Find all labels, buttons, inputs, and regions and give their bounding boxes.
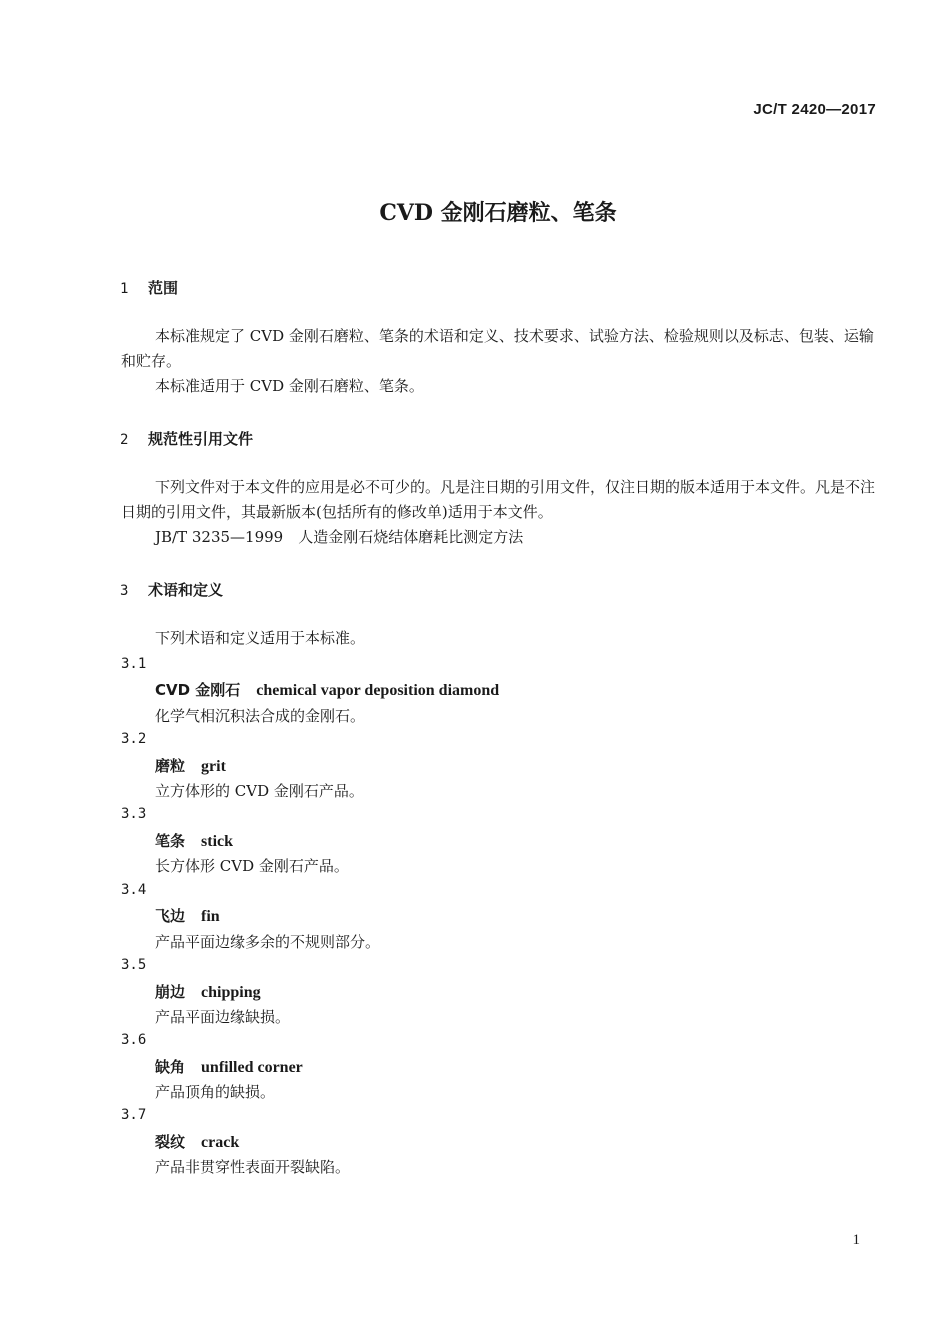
term-entry (155, 755, 226, 776)
clause-number: 3.7 (121, 1107, 147, 1123)
term-definition: 立方体形的 CVD 金刚石产品。 (155, 782, 364, 800)
clause-number: 3.3 (121, 806, 147, 822)
term-cn: 崩边 (155, 983, 186, 1001)
term-entry (155, 905, 220, 926)
clause-number: 3.5 (121, 957, 147, 973)
term-entry (155, 981, 261, 1002)
term-cn: 缺角 (155, 1058, 186, 1076)
term-definition: 产品平面边缘多余的不规则部分。 (155, 933, 381, 951)
term-en: fin (201, 908, 220, 925)
standard-code: JC/T 2420—2017 (753, 101, 876, 118)
section-3-intro: 下列术语和定义适用于本标准。 (155, 629, 366, 647)
term-definition: 产品平面边缘缺损。 (155, 1008, 291, 1026)
term-en: stick (201, 833, 234, 850)
term-definition: 产品非贯穿性表面开裂缺陷。 (155, 1158, 351, 1176)
term-entry (155, 679, 499, 700)
document-title: CVD 金刚石磨粒、笔条 (379, 200, 617, 226)
section-number: 1 (120, 281, 129, 297)
section-number: 3 (120, 583, 129, 599)
section-title: 术语和定义 (148, 581, 224, 599)
term-definition: 长方体形 CVD 金刚石产品。 (155, 857, 349, 875)
normative-reference: JB/T 3235—1999 人造金刚石烧结体磨耗比测定方法 (155, 528, 524, 546)
term-en: grit (201, 758, 226, 775)
section-3-heading (120, 579, 223, 600)
clause-number: 3.1 (121, 656, 147, 672)
section-title: 范围 (148, 279, 179, 297)
section-2-heading (120, 428, 253, 449)
term-cn: 磨粒 (155, 757, 186, 775)
term-entry (155, 1056, 303, 1077)
term-cn: 飞边 (155, 907, 186, 925)
clause-number: 3.2 (121, 731, 147, 747)
clause-number: 3.6 (121, 1032, 147, 1048)
term-en: crack (201, 1134, 240, 1151)
section-1-paragraph-2: 本标准适用于 CVD 金刚石磨粒、笔条。 (155, 377, 424, 395)
section-number: 2 (120, 432, 129, 448)
term-en: chipping (201, 984, 261, 1001)
term-cn: CVD 金刚石 (155, 681, 241, 699)
page-number: 1 (852, 1232, 860, 1248)
term-en: unfilled corner (201, 1059, 303, 1076)
term-cn: 笔条 (155, 832, 186, 850)
section-2-paragraph-1: 下列文件对于本文件的应用是必不可少的。凡是注日期的引用文件，仅注日期的版本适用于本文件。凡是不注日期的引用文件，其最新版本(包括所有的修改单)适用于本文件。 (121, 478, 876, 521)
term-definition: 化学气相沉积法合成的金刚石。 (155, 707, 366, 725)
term-entry (155, 830, 233, 851)
section-1-paragraph-1: 本标准规定了 CVD 金刚石磨粒、笔条的术语和定义、技术要求、试验方法、检验规则以及标志、包装、运输和贮存。 (121, 327, 874, 370)
clause-number: 3.4 (121, 882, 147, 898)
term-definition: 产品顶角的缺损。 (155, 1083, 276, 1101)
section-title: 规范性引用文件 (148, 430, 254, 448)
term-en: chemical vapor deposition diamond (256, 682, 500, 699)
term-entry (155, 1131, 239, 1152)
term-cn: 裂纹 (155, 1133, 186, 1151)
section-1-heading (120, 277, 178, 298)
